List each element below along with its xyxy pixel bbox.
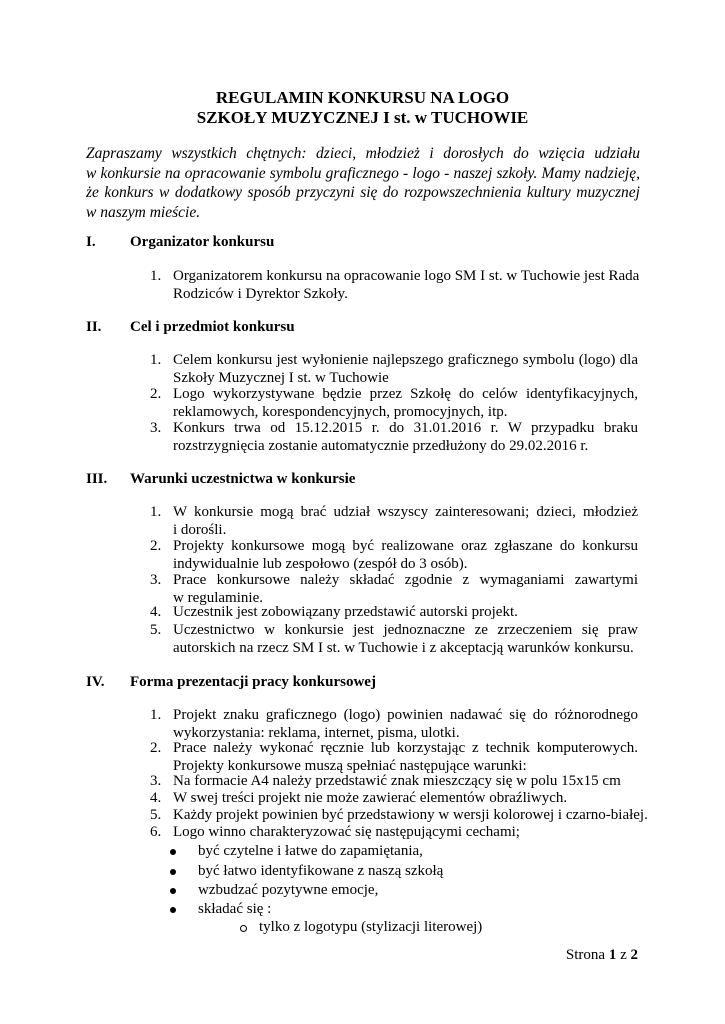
list-item-number: 2.	[150, 386, 162, 402]
list-item-number: 1.	[150, 707, 162, 723]
list-item-number: 4.	[150, 604, 162, 620]
list-item-text: W swej treści projekt nie może zawierać elementów obraźliwych.	[173, 790, 568, 806]
list-item	[150, 622, 638, 657]
list-item-text: Logo wykorzystywane będzie przez Szkołę do celów identyfikacyjnych,	[173, 386, 638, 402]
total-pages: 2	[630, 947, 638, 963]
bullet-item	[170, 862, 443, 880]
list-item	[150, 807, 648, 825]
list-item	[150, 773, 638, 791]
list-item-number: 3.	[150, 773, 162, 789]
bullet-item	[170, 900, 271, 918]
section-number: IV.	[86, 674, 105, 690]
section-title: Cel i przedmiot konkursu	[130, 319, 295, 335]
list-item	[150, 790, 638, 808]
bullet-item	[170, 842, 423, 860]
list-item	[150, 604, 638, 622]
bullet-dot-icon	[170, 849, 176, 855]
list-item-text: Prace konkursowe należy składać zgodnie z wymaganiami zawartymi	[173, 572, 638, 588]
list-item-text: autorskich na rzecz SM I st. w Tuchowie i z akceptacją warunków konkursu.	[173, 639, 634, 656]
bullet-text: składać się :	[198, 901, 272, 917]
list-item-text: wykorzystania: reklama, internet, pisma, ulotki.	[173, 724, 460, 741]
section-title: Forma prezentacji pracy konkursowej	[130, 674, 376, 690]
sub-bullet-item	[240, 918, 482, 936]
list-item	[150, 420, 638, 455]
list-item-text: i dorośli.	[173, 521, 227, 538]
bullet-item	[170, 881, 378, 899]
sub-bullet-text: tylko z logotypu (stylizacji literowej)	[259, 919, 483, 935]
intro-line: w konkursie na opracowanie symbolu graficznego - logo - naszej szkoły. Mamy nadzieję,	[86, 164, 640, 182]
list-item-text: Uczestnik jest zobowiązany przedstawić autorski projekt.	[173, 604, 518, 620]
list-item-number: 5.	[150, 622, 162, 638]
list-item-text: W konkursie mogą brać udział wszyscy zainteresowani; dzieci, młodzież	[173, 504, 638, 520]
list-item-text: Projekty konkursowe mogą być realizowane oraz zgłaszane do konkursu	[173, 538, 638, 554]
list-item-number: 1.	[150, 268, 162, 284]
current-page: 1	[608, 947, 617, 963]
list-item-number: 5.	[150, 807, 162, 823]
section-title: Warunki uczestnictwa w konkursie	[130, 471, 356, 487]
list-item-text: Każdy projekt powinien być przedstawiony w wersji kolorowej i czarno-białej.	[173, 807, 648, 823]
list-item-text: Organizatorem konkursu na opracowanie logo SM I st. w Tuchowie jest Rada	[173, 268, 640, 284]
list-item	[150, 386, 638, 421]
bullet-text: być łatwo identyfikowane z naszą szkołą	[198, 863, 444, 879]
bullet-text: być czytelne i łatwe do zapamiętania,	[198, 843, 423, 859]
section-title: Organizator konkursu	[130, 234, 275, 250]
list-item-text: Projekty konkursowe muszą spełniać następujące warunki:	[173, 757, 527, 774]
list-item-text: Na formacie A4 należy przedstawić znak mieszczący się w polu 15x15 cm	[173, 773, 621, 789]
list-item-number: 1.	[150, 504, 162, 520]
page-number-footer	[566, 946, 638, 964]
list-item-number: 6.	[150, 824, 162, 840]
list-item	[150, 504, 638, 539]
section-number: III.	[86, 471, 108, 487]
list-item-number: 3.	[150, 420, 162, 436]
list-item-text: Projekt znaku graficznego (logo) powinien nadawać się do różnorodnego	[173, 707, 638, 723]
list-item-number: 2.	[150, 538, 162, 554]
bullet-dot-icon	[170, 907, 176, 913]
list-item-number: 3.	[150, 572, 162, 588]
document-title-line-2: SZKOŁY MUZYCZNEJ I st. w TUCHOWIE	[196, 108, 529, 127]
bullet-dot-icon	[170, 869, 176, 875]
list-item-text: Logo winno charakteryzować się następującymi cechami;	[173, 824, 520, 840]
list-item	[150, 538, 638, 573]
bullet-text: wzbudzać pozytywne emocje,	[198, 882, 379, 898]
page-separator: z	[620, 947, 627, 963]
section-number: II.	[86, 319, 102, 335]
list-item-text: reklamowych, korespondencyjnych, promocyjnych, itp.	[173, 403, 508, 420]
list-item-number: 1.	[150, 352, 162, 368]
list-item	[150, 352, 638, 387]
list-item	[150, 268, 638, 303]
page-label: Strona	[565, 947, 606, 963]
list-item-text: indywidualnie lub zespołowo (zespół do 3 osób).	[173, 555, 468, 572]
bullet-dot-icon	[170, 888, 176, 894]
list-item	[150, 740, 638, 775]
list-item-text: rozstrzygnięcia zostanie automatycznie przedłużony do 29.02.2016 r.	[173, 437, 589, 454]
list-item-number: 4.	[150, 790, 162, 806]
list-item-text: Konkurs trwa od 15.12.2015 r. do 31.01.2016 r. W przypadku braku	[173, 420, 638, 436]
list-item-text: Szkoły Muzycznej I st. w Tuchowie	[173, 369, 389, 386]
list-item	[150, 572, 638, 607]
list-item-text: Uczestnictwo w konkursie jest jednoznaczne ze zrzeczeniem się praw	[173, 622, 638, 638]
list-item-text: Rodziców i Dyrektor Szkoły.	[173, 285, 348, 302]
circle-bullet-icon	[240, 925, 247, 932]
list-item-number: 2.	[150, 740, 162, 756]
document-title-line-1: REGULAMIN KONKURSU NA LOGO	[215, 88, 510, 107]
intro-line: w naszym mieście.	[86, 203, 201, 221]
list-item-text: w regulaminie.	[173, 589, 263, 606]
list-item-text: Prace należy wykonać ręcznie lub korzystając z technik komputerowych.	[173, 740, 638, 756]
list-item-text: Celem konkursu jest wyłonienie najlepszego graficznego symbolu (logo) dla	[173, 352, 638, 368]
list-item	[150, 707, 638, 742]
section-number: I.	[86, 234, 96, 250]
intro-paragraph	[86, 144, 640, 222]
intro-line: że konkurs w dodatkowy sposób przyczyni się do rozpowszechnienia kultury muzycznej	[86, 184, 640, 201]
intro-line: Zapraszamy wszystkich chętnych: dzieci, młodzież i dorosłych do wzięcia udziału	[86, 145, 640, 162]
list-item	[150, 824, 638, 842]
